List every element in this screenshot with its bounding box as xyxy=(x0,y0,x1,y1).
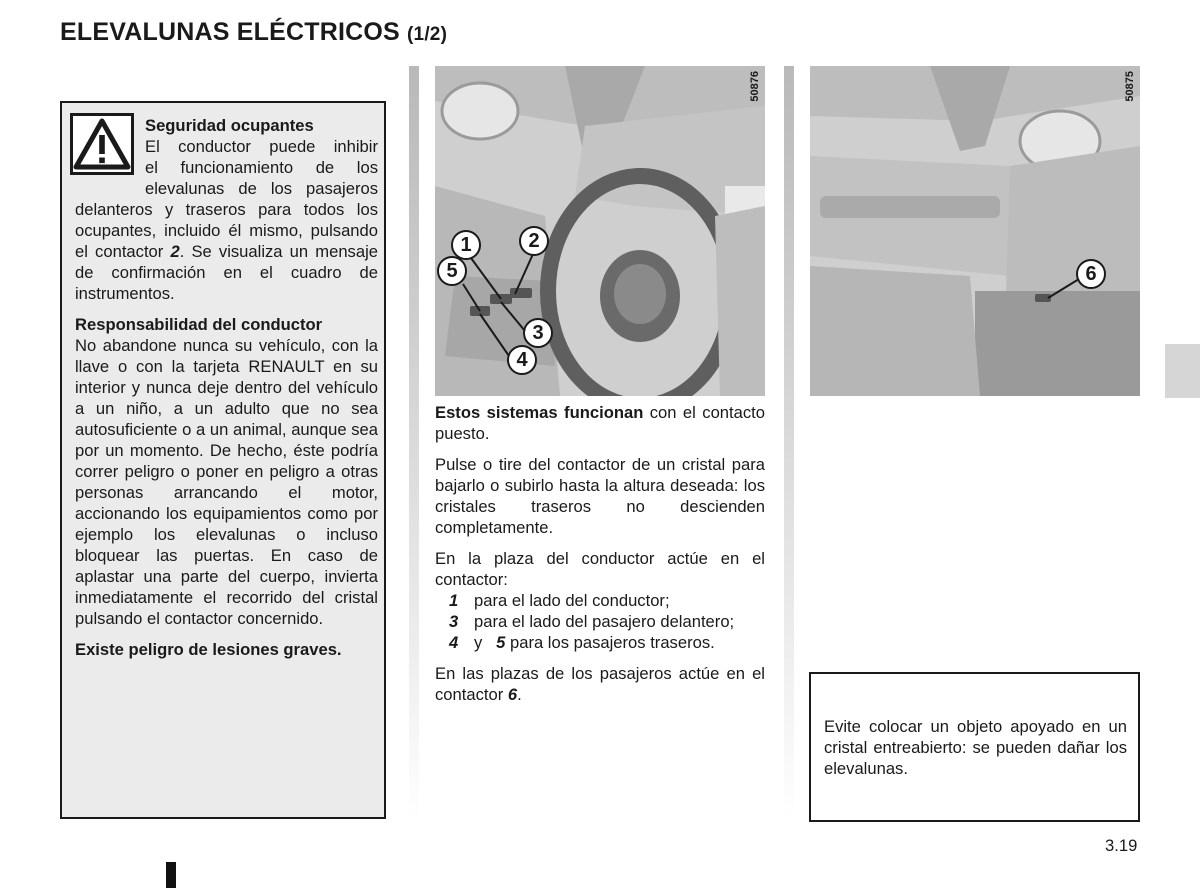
warning-closing: Existe peligro de lesiones graves. xyxy=(75,640,342,659)
warning-heading-safety: Seguridad ocupantes xyxy=(145,116,314,135)
warning-paragraph-driver: No abandone nunca su vehículo, con la llave o con la tarjeta RENAULT en su interior y nunca deje dentro del vehículo a un niño, a un adulto que no sea autosuficiente o a un animal, aunque sea por un momento. De hecho, éste podría correr peligro o poner en peligro a otras personas arrancando el motor, accionando los equipamientos como por ejemplo los elevalunas o incluso bloquear las puertas. En caso de aplastar una parte del cuerpo, invierta inmediatamente el recorrido del cristal pulsando el contactor concernido. xyxy=(75,336,378,628)
note-text: Evite colocar un objeto apoyado en un cristal entreabierto: se pueden dañar los elevalunas. xyxy=(824,717,1127,778)
figure-passenger-control xyxy=(810,66,1140,396)
paragraph-text: con el contacto puesto. xyxy=(435,403,766,443)
callout-5: 5 xyxy=(437,256,467,286)
callout-3: 3 xyxy=(523,318,553,348)
title-part-indicator: (1/2) xyxy=(407,24,448,45)
figure-driver-controls xyxy=(435,66,765,396)
callout-6: 6 xyxy=(1076,259,1106,289)
warning-box xyxy=(60,101,386,819)
paragraph-passenger-seats xyxy=(435,663,765,705)
callout-1: 1 xyxy=(451,230,481,260)
list-item-separator: y xyxy=(474,633,483,652)
column-divider-right xyxy=(784,66,794,820)
list-item xyxy=(435,611,765,632)
note-box xyxy=(809,672,1140,822)
list-item-number: 5 xyxy=(496,633,506,652)
paragraph-usage: Pulse o tire del contactor de un cristal para bajarlo o subirlo hasta la altura deseada: los cristales traseros no descienden completamente. xyxy=(435,455,765,537)
list-item-number: 3 xyxy=(449,612,459,631)
section-tab xyxy=(1165,344,1200,398)
warning-text xyxy=(75,115,378,670)
figure-reference-number: 50876 xyxy=(749,71,761,102)
page-number: 3.19 xyxy=(1105,836,1138,855)
warning-paragraph-inhibit xyxy=(75,199,378,304)
list-item-text-segment: para los pasajeros traseros. xyxy=(505,633,715,652)
warning-text-segment: . Se visualiza un mensaje de confirmación en el cuadro de instrumentos. xyxy=(75,242,379,303)
paragraph-bold-lead: Estos sistemas funcionan xyxy=(435,403,644,422)
list-item-text xyxy=(474,632,765,653)
list-item-number: 4 xyxy=(449,633,459,652)
contactor-ref: 2 xyxy=(170,242,180,261)
figure-reference-number: 50875 xyxy=(1124,71,1136,102)
paragraph-text-end: . xyxy=(517,685,522,704)
title-text: ELEVALUNAS ELÉCTRICOS xyxy=(60,18,400,46)
contactor-ref: 6 xyxy=(507,685,518,704)
warning-line: elevalunas de los pasajeros xyxy=(145,179,378,198)
warning-heading-driver: Responsabilidad del conductor xyxy=(75,315,323,334)
warning-text-segment: delanteros y traseros para todos los ocupantes, incluido él mismo, pulsando el contactor xyxy=(75,200,378,261)
warning-line: el funcionamiento de los xyxy=(145,158,378,177)
crop-mark xyxy=(166,862,176,888)
list-item-number: 1 xyxy=(449,591,459,610)
callout-4: 4 xyxy=(507,345,537,375)
list-item xyxy=(435,590,765,611)
list-item-text: para el lado del pasajero delantero; xyxy=(474,612,735,631)
paragraph-operation xyxy=(435,402,765,444)
paragraph-text: En las plazas de los pasajeros actúe en el contactor xyxy=(435,664,765,704)
callout-2: 2 xyxy=(519,226,549,256)
instructions-text xyxy=(435,402,765,715)
paragraph-driver-seat: En la plaza del conductor actúe en el contactor: xyxy=(435,549,765,589)
list-item xyxy=(435,632,765,653)
callout-leader-lines xyxy=(810,66,1140,396)
column-divider-left xyxy=(409,66,419,820)
page-title xyxy=(60,18,447,47)
callout-leader-lines xyxy=(435,66,765,396)
list-item-text: para el lado del conductor; xyxy=(474,591,670,610)
warning-line: El conductor puede inhibir xyxy=(145,137,378,156)
